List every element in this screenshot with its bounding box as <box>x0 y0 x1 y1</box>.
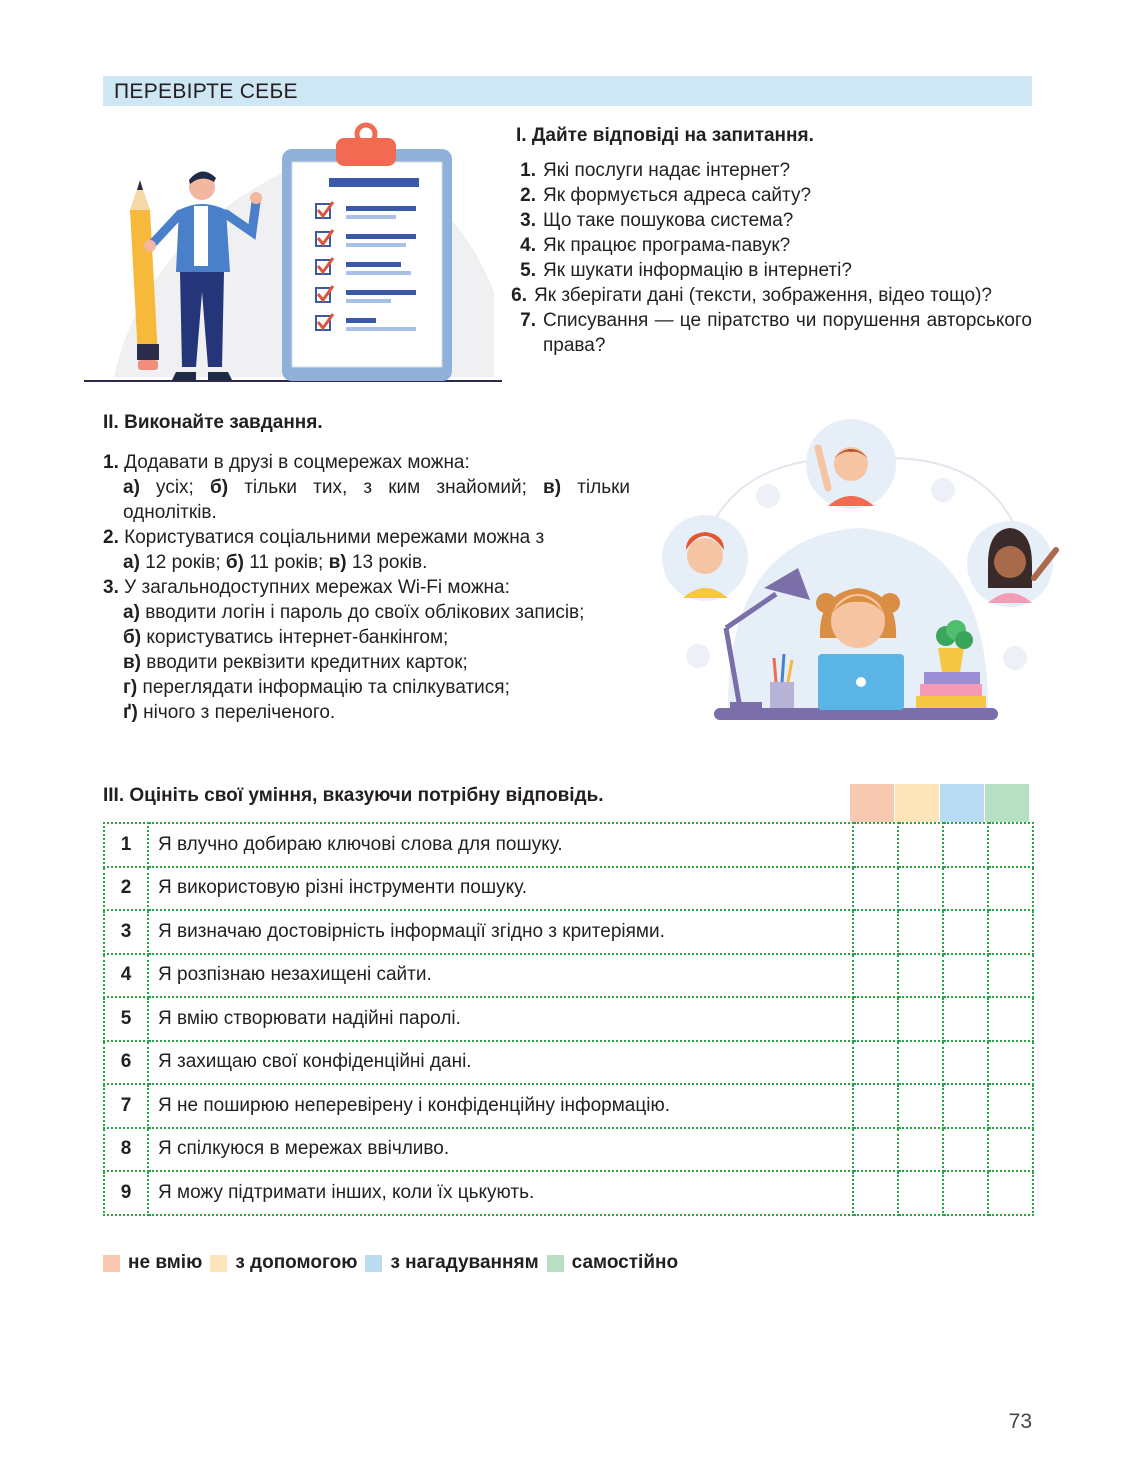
option-text: переглядати інформацію та спілкуватися; <box>142 677 510 698</box>
rating-cell[interactable] <box>943 1084 988 1128</box>
option-letter: ґ) <box>123 702 138 723</box>
task-3-option <box>103 650 630 675</box>
task-text: Додавати в друзі в соцмережах можна: <box>124 452 470 473</box>
rating-cell[interactable] <box>898 997 943 1041</box>
question-text: Що таке пошукова система? <box>543 210 794 231</box>
legend-swatch <box>103 1255 120 1272</box>
rating-cell[interactable] <box>943 1128 988 1172</box>
skill-statement: Я визначаю достовірність інформації згідно з критеріями. <box>148 910 853 954</box>
option-letter: б) <box>123 627 142 648</box>
rating-cell[interactable] <box>943 1171 988 1215</box>
task-1-options <box>103 475 630 525</box>
table-row <box>104 1171 1033 1215</box>
section-banner <box>103 76 1032 106</box>
rating-cell[interactable] <box>898 1128 943 1172</box>
table-row <box>104 1084 1033 1128</box>
rating-cell[interactable] <box>988 1128 1033 1172</box>
rating-cell[interactable] <box>853 1084 898 1128</box>
question-item <box>500 283 1032 308</box>
rating-cell[interactable] <box>988 867 1033 911</box>
level-swatch-1 <box>850 784 894 822</box>
task-number: 2. <box>103 527 119 548</box>
skill-statement: Я використовую різні інструменти пошуку. <box>148 867 853 911</box>
question-number: 1. <box>520 160 536 181</box>
rating-cell[interactable] <box>943 867 988 911</box>
table-row <box>104 867 1033 911</box>
task-3 <box>103 575 630 600</box>
question-number: 5. <box>520 260 536 281</box>
rating-cell[interactable] <box>853 1171 898 1215</box>
option-letter: в) <box>123 652 142 673</box>
option-text: 11 років; <box>249 552 324 573</box>
row-number: 1 <box>104 823 148 867</box>
question-item <box>500 183 1032 208</box>
row-number: 3 <box>104 910 148 954</box>
rating-cell[interactable] <box>943 823 988 867</box>
row-number: 4 <box>104 954 148 998</box>
rating-cell[interactable] <box>853 910 898 954</box>
task-text: У загальнодоступних мережах Wi-Fi можна: <box>124 577 510 598</box>
self-assessment-table <box>103 822 1034 1216</box>
level-swatch-3 <box>940 784 984 822</box>
online-friends-illustration <box>658 418 1066 726</box>
question-text: Списування — це піратство чи порушення авторського права? <box>543 310 1032 356</box>
level-swatch-2 <box>895 784 939 822</box>
rating-cell[interactable] <box>988 1041 1033 1085</box>
rating-cell[interactable] <box>898 1171 943 1215</box>
skill-statement: Я вмію створювати надійні паролі. <box>148 997 853 1041</box>
table-row <box>104 997 1033 1041</box>
option-letter: г) <box>123 677 138 698</box>
rating-cell[interactable] <box>898 823 943 867</box>
question-text: Як формується адреса сайту? <box>543 185 812 206</box>
task-2-options <box>103 550 630 575</box>
legend-label: з допомогою <box>235 1252 358 1273</box>
rating-cell[interactable] <box>898 910 943 954</box>
question-item <box>500 308 1032 358</box>
task-3-option <box>103 625 630 650</box>
question-item <box>500 258 1032 283</box>
clipboard-checklist-illustration <box>84 122 502 384</box>
task-1 <box>103 450 630 475</box>
rating-cell[interactable] <box>853 1128 898 1172</box>
page-number: 73 <box>1008 1410 1032 1433</box>
question-number: 3. <box>520 210 536 231</box>
question-item <box>500 158 1032 183</box>
level-swatch-4 <box>985 784 1029 822</box>
task-number: 1. <box>103 452 119 473</box>
option-text: 12 років; <box>145 552 221 573</box>
rating-cell[interactable] <box>898 867 943 911</box>
rating-cell[interactable] <box>853 997 898 1041</box>
rating-cell[interactable] <box>988 997 1033 1041</box>
question-text: Які послуги надає інтернет? <box>543 160 791 181</box>
legend-label: самостійно <box>571 1252 679 1273</box>
rating-cell[interactable] <box>943 954 988 998</box>
option-letter: б) <box>209 477 229 498</box>
question-text: Як працює програма-павук? <box>543 235 791 256</box>
rating-cell[interactable] <box>853 954 898 998</box>
questions-list <box>500 158 1032 358</box>
row-number: 9 <box>104 1171 148 1215</box>
tasks-block <box>103 450 630 725</box>
skill-statement: Я можу підтримати інших, коли їх цькують. <box>148 1171 853 1215</box>
skill-statement: Я захищаю свої конфіденційні дані. <box>148 1041 853 1085</box>
rating-cell[interactable] <box>898 1084 943 1128</box>
rating-cell[interactable] <box>943 910 988 954</box>
option-letter: б) <box>225 552 244 573</box>
row-number: 7 <box>104 1084 148 1128</box>
option-letter: в) <box>328 552 347 573</box>
section2-heading: ІІ. Виконайте завдання. <box>103 412 323 433</box>
question-text: Як шукати інформацію в інтернеті? <box>543 260 852 281</box>
question-number: 4. <box>520 235 536 256</box>
legend-swatch <box>547 1255 564 1272</box>
legend-label: не вмію <box>128 1252 203 1273</box>
skill-statement: Я не поширюю неперевірену і конфіденційну інформацію. <box>148 1084 853 1128</box>
task-text: Користуватися соціальними мережами можна з <box>124 527 545 548</box>
rating-cell[interactable] <box>853 823 898 867</box>
rating-cell[interactable] <box>943 997 988 1041</box>
row-number: 5 <box>104 997 148 1041</box>
rating-cell[interactable] <box>988 1171 1033 1215</box>
table-row <box>104 823 1033 867</box>
table-row <box>104 1041 1033 1085</box>
rating-cell[interactable] <box>988 1084 1033 1128</box>
question-number: 6. <box>511 285 527 306</box>
table-row <box>104 910 1033 954</box>
skill-statement: Я спілкуюся в мережах ввічливо. <box>148 1128 853 1172</box>
rating-cell[interactable] <box>988 954 1033 998</box>
task-3-option <box>103 700 630 725</box>
rating-cell[interactable] <box>853 1041 898 1085</box>
option-text: 13 років. <box>351 552 428 573</box>
row-number: 6 <box>104 1041 148 1085</box>
banner-title: ПЕРЕВІРТЕ СЕБЕ <box>114 80 298 103</box>
option-letter: а) <box>123 477 140 498</box>
option-letter: в) <box>543 477 562 498</box>
task-3-option <box>103 675 630 700</box>
question-text: Як зберігати дані (тексти, зображення, відео тощо)? <box>534 285 992 306</box>
table-row <box>104 1128 1033 1172</box>
task-2 <box>103 525 630 550</box>
legend <box>103 1252 686 1274</box>
rating-cell[interactable] <box>988 910 1033 954</box>
option-text: тільки однолітків. <box>123 477 631 523</box>
rating-cell[interactable] <box>988 823 1033 867</box>
question-number: 7. <box>520 310 536 331</box>
question-item <box>500 208 1032 233</box>
legend-swatch <box>210 1255 227 1272</box>
rating-cell[interactable] <box>898 954 943 998</box>
task-3-option <box>103 600 630 625</box>
rating-cell[interactable] <box>943 1041 988 1085</box>
task-number: 3. <box>103 577 119 598</box>
question-number: 2. <box>520 185 536 206</box>
skill-statement: Я розпізнаю незахищені сайти. <box>148 954 853 998</box>
option-text: нічого з переліченого. <box>143 702 336 723</box>
option-text: усіх; <box>156 477 194 498</box>
table-row <box>104 954 1033 998</box>
section1-heading: І. Дайте відповіді на запитання. <box>516 125 814 146</box>
skill-statement: Я влучно добираю ключові слова для пошуку. <box>148 823 853 867</box>
rating-cell[interactable] <box>853 867 898 911</box>
rating-cell[interactable] <box>898 1041 943 1085</box>
question-item <box>500 233 1032 258</box>
option-text: вводити логін і пароль до своїх облікових записів; <box>145 602 585 623</box>
row-number: 8 <box>104 1128 148 1172</box>
section3-heading: ІІІ. Оцініть свої уміння, вказуючи потрібну відповідь. <box>103 785 604 806</box>
option-letter: а) <box>123 602 140 623</box>
row-number: 2 <box>104 867 148 911</box>
legend-swatch <box>365 1255 382 1272</box>
option-text: вводити реквізити кредитних карток; <box>146 652 468 673</box>
option-text: тільки тих, з ким знайомий; <box>244 477 527 498</box>
legend-label: з нагадуванням <box>390 1252 539 1273</box>
option-letter: а) <box>123 552 140 573</box>
option-text: користуватись інтернет-банкінгом; <box>146 627 449 648</box>
